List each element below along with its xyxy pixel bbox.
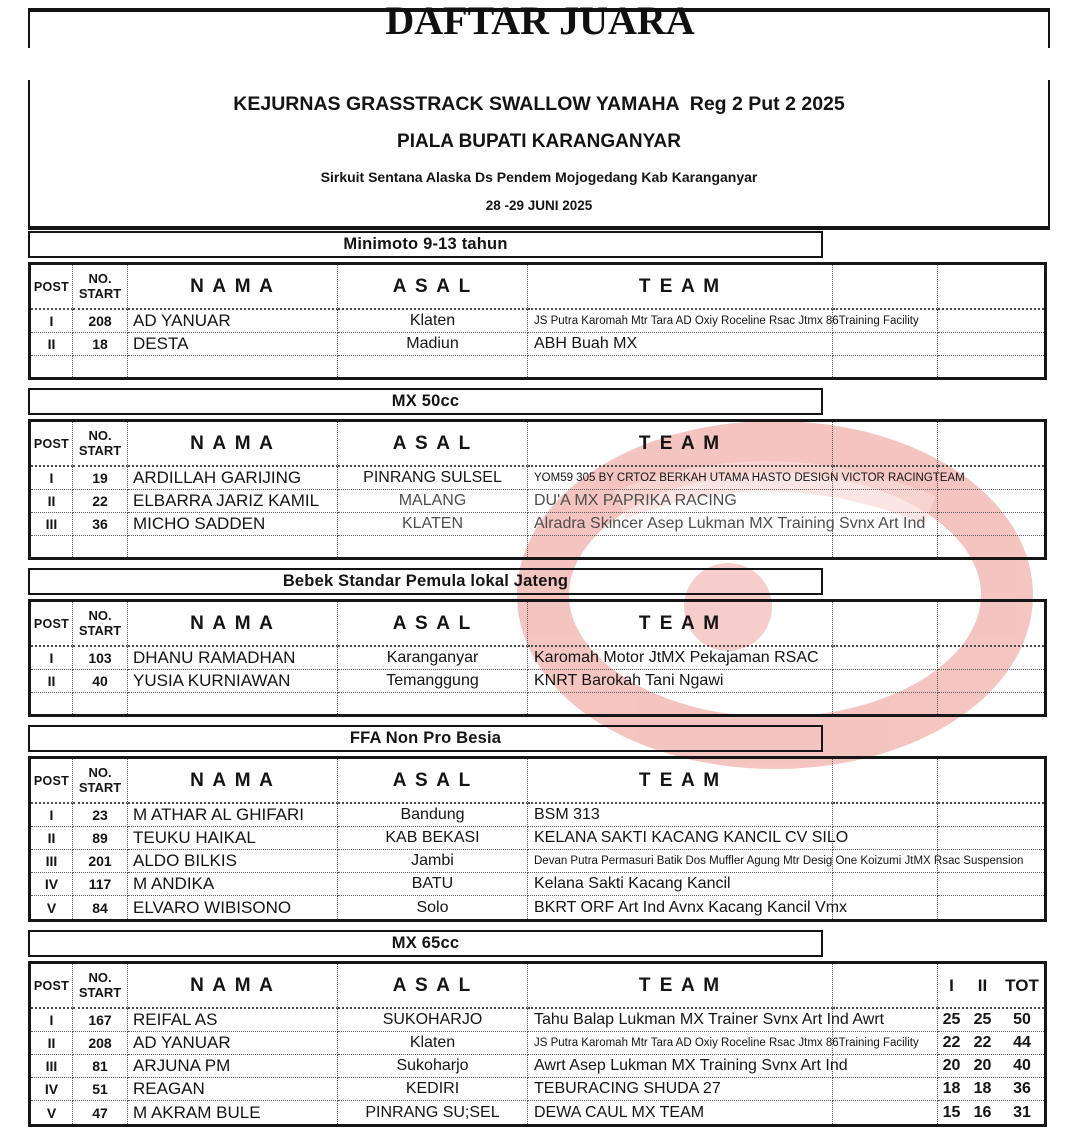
no-start-line1: NO. bbox=[88, 270, 112, 286]
col-header-team: T E A M bbox=[528, 265, 833, 310]
col-header-no-start bbox=[73, 964, 128, 1009]
cell-start-number: 103 bbox=[73, 647, 128, 670]
cell-scores bbox=[938, 693, 1044, 714]
no-start-line2: START bbox=[78, 622, 122, 638]
cell-scores bbox=[938, 536, 1044, 557]
cell-rider-name bbox=[128, 356, 338, 377]
cell-origin: Solo bbox=[338, 896, 528, 919]
cell-scores bbox=[938, 827, 1044, 850]
cell-rider-name bbox=[128, 693, 338, 714]
result-row bbox=[31, 670, 1044, 693]
cell-extra bbox=[833, 804, 938, 827]
col-header-extra bbox=[833, 964, 938, 1009]
cell-origin: Sukoharjo bbox=[338, 1055, 528, 1078]
section-title-label: MX 50cc bbox=[391, 392, 460, 410]
col-header-asal: A S A L bbox=[338, 964, 528, 1009]
col-header-pos: POST bbox=[31, 422, 73, 467]
score-total: 50 bbox=[1013, 1011, 1031, 1028]
no-start-line2: START bbox=[78, 285, 122, 301]
score-total: 31 bbox=[1013, 1103, 1031, 1121]
cell-rider-name: M ATHAR AL GHIFARI bbox=[128, 804, 338, 827]
cell-team bbox=[528, 850, 1024, 873]
score-header-moto1: I bbox=[949, 975, 954, 995]
result-row bbox=[31, 647, 1044, 670]
team-name-text: BSM 313 bbox=[534, 806, 600, 823]
cell-origin: KEDIRI bbox=[338, 1078, 528, 1101]
score-total: 40 bbox=[1013, 1057, 1031, 1074]
cell-extra bbox=[833, 1078, 938, 1101]
no-start-line1: NO. bbox=[88, 764, 112, 780]
cell-position: II bbox=[31, 670, 73, 693]
cell-start-number: 40 bbox=[73, 670, 128, 693]
cell-rider-name: REAGAN bbox=[128, 1078, 338, 1101]
cell-team bbox=[528, 1101, 833, 1124]
score-moto2: 25 bbox=[973, 1011, 992, 1028]
cell-position bbox=[31, 536, 73, 557]
cell-position: II bbox=[31, 1032, 73, 1055]
score-moto1: 25 bbox=[942, 1011, 961, 1028]
col-header-team: T E A M bbox=[528, 964, 833, 1009]
cell-origin bbox=[338, 693, 528, 714]
score-total: 36 bbox=[1013, 1080, 1031, 1097]
team-name-text: JS Putra Karomah Mtr Tara AD Oxiy Roceline Rsac Jtmx 86Training Facility bbox=[534, 1037, 919, 1049]
cell-scores bbox=[938, 1009, 1044, 1032]
cell-scores bbox=[938, 896, 1044, 919]
table-header-row bbox=[31, 964, 1044, 1009]
cell-extra bbox=[833, 896, 938, 919]
cell-team bbox=[528, 333, 833, 356]
team-name-text: ABH Buah MX bbox=[534, 335, 638, 352]
cell-team bbox=[528, 693, 833, 714]
sections bbox=[28, 231, 1052, 1135]
col-header-scores bbox=[938, 422, 1044, 467]
result-row bbox=[31, 1032, 1044, 1055]
cell-rider-name: ALDO BILKIS bbox=[128, 850, 338, 873]
result-row bbox=[31, 490, 1044, 513]
col-header-asal: A S A L bbox=[338, 265, 528, 310]
cell-scores bbox=[938, 1078, 1044, 1101]
results-table bbox=[28, 961, 1047, 1127]
cell-origin: KAB BEKASI bbox=[338, 827, 528, 850]
result-row bbox=[31, 850, 1044, 873]
section-title-label: Bebek Standar Pemula lokal Jateng bbox=[282, 572, 569, 590]
cell-scores bbox=[938, 490, 1044, 513]
cell-start-number: 51 bbox=[73, 1078, 128, 1101]
cell-position: V bbox=[31, 896, 73, 919]
cell-scores bbox=[938, 310, 1044, 333]
cell-origin: Karanganyar bbox=[338, 647, 528, 670]
cell-extra bbox=[833, 1055, 938, 1078]
score-moto2: 20 bbox=[973, 1057, 992, 1074]
cell-start-number: 18 bbox=[73, 333, 128, 356]
team-name-text: Karomah Motor JtMX Pekajaman RSAC bbox=[534, 649, 819, 666]
team-name-text: Alradra Skincer Asep Lukman MX Training Svnx Art Ind bbox=[534, 515, 926, 532]
result-row bbox=[31, 467, 1044, 490]
section-title-box bbox=[28, 930, 823, 957]
col-header-scores bbox=[938, 265, 1044, 310]
race-section bbox=[28, 568, 1052, 717]
cell-scores bbox=[938, 1101, 1044, 1124]
team-name-text: JS Putra Karomah Mtr Tara AD Oxiy Roceline Rsac Jtmx 86Training Facility bbox=[534, 315, 919, 327]
event-venue: Sirkuit Sentana Alaska Ds Pendem Mojogedang Kab Karanganyar bbox=[320, 169, 758, 185]
cell-origin: SUKOHARJO bbox=[338, 1009, 528, 1032]
col-header-team: T E A M bbox=[528, 602, 833, 647]
cell-team bbox=[528, 896, 848, 919]
cell-start-number: 22 bbox=[73, 490, 128, 513]
cell-origin: Jambi bbox=[338, 850, 528, 873]
section-title-box bbox=[28, 231, 823, 258]
result-row bbox=[31, 536, 1044, 557]
col-header-asal: A S A L bbox=[338, 602, 528, 647]
result-row bbox=[31, 804, 1044, 827]
cell-origin bbox=[338, 356, 528, 377]
cell-position: III bbox=[31, 1055, 73, 1078]
cell-position bbox=[31, 356, 73, 377]
cell-start-number bbox=[73, 693, 128, 714]
col-header-no-start bbox=[73, 265, 128, 310]
team-name-text: TEBURACING SHUDA 27 bbox=[534, 1080, 721, 1097]
cell-rider-name: ELVARO WIBISONO bbox=[128, 896, 338, 919]
cell-scores bbox=[938, 647, 1044, 670]
cell-rider-name: M AKRAM BULE bbox=[128, 1101, 338, 1124]
cell-rider-name: MICHO SADDEN bbox=[128, 513, 338, 536]
col-header-no-start bbox=[73, 602, 128, 647]
event-name: KEJURNAS GRASSTRACK SWALLOW YAMAHA Reg 2 Put 2 2025 bbox=[233, 93, 845, 115]
table-header-row bbox=[31, 422, 1044, 467]
col-header-extra bbox=[833, 265, 938, 310]
cell-origin: MALANG bbox=[338, 490, 528, 513]
cell-start-number: 167 bbox=[73, 1009, 128, 1032]
cell-position: I bbox=[31, 1009, 73, 1032]
cell-extra bbox=[833, 1101, 938, 1124]
cell-rider-name: ARDILLAH GARIJING bbox=[128, 467, 338, 490]
col-header-nama: N A M A bbox=[128, 602, 338, 647]
cell-team bbox=[528, 310, 919, 333]
cell-start-number: 47 bbox=[73, 1101, 128, 1124]
cell-rider-name bbox=[128, 536, 338, 557]
cell-rider-name: DESTA bbox=[128, 333, 338, 356]
result-row bbox=[31, 1055, 1044, 1078]
event-date: 28 -29 JUNI 2025 bbox=[485, 198, 593, 213]
cell-team bbox=[528, 490, 833, 513]
section-title-box bbox=[28, 388, 823, 415]
cell-extra bbox=[833, 490, 938, 513]
cell-position bbox=[31, 693, 73, 714]
cell-team bbox=[528, 1009, 885, 1032]
event-trophy: PIALA BUPATI KARANGANYAR bbox=[397, 131, 681, 152]
section-title-box bbox=[28, 568, 823, 595]
cell-team bbox=[528, 827, 849, 850]
race-section bbox=[28, 725, 1052, 922]
cell-origin: PINRANG SU;SEL bbox=[338, 1101, 528, 1124]
col-header-nama: N A M A bbox=[128, 964, 338, 1009]
cell-start-number: 117 bbox=[73, 873, 128, 896]
cell-scores bbox=[938, 804, 1044, 827]
cell-position: IV bbox=[31, 1078, 73, 1101]
result-row bbox=[31, 513, 1044, 536]
team-name-text: KELANA SAKTI KACANG KANCIL CV SILO bbox=[534, 829, 849, 846]
cell-team bbox=[528, 647, 833, 670]
cell-position: I bbox=[31, 310, 73, 333]
score-moto1: 22 bbox=[942, 1034, 961, 1051]
cell-position: III bbox=[31, 513, 73, 536]
event-header bbox=[28, 80, 1050, 230]
section-title-box bbox=[28, 725, 823, 752]
score-moto1: 18 bbox=[942, 1080, 961, 1097]
cell-extra bbox=[833, 827, 938, 850]
col-header-extra bbox=[833, 422, 938, 467]
cell-origin: Klaten bbox=[338, 310, 528, 333]
no-start-line2: START bbox=[78, 984, 122, 1000]
cell-scores bbox=[938, 1055, 1044, 1078]
score-header-total: TOT bbox=[1005, 975, 1039, 995]
result-row bbox=[31, 1078, 1044, 1101]
cell-origin: Klaten bbox=[338, 1032, 528, 1055]
cell-position: IV bbox=[31, 873, 73, 896]
score-moto1: 20 bbox=[942, 1057, 961, 1074]
cell-start-number: 89 bbox=[73, 827, 128, 850]
cell-start-number: 23 bbox=[73, 804, 128, 827]
race-section bbox=[28, 388, 1052, 560]
cell-team bbox=[528, 467, 965, 490]
result-row bbox=[31, 1009, 1044, 1032]
score-total: 44 bbox=[1013, 1034, 1031, 1051]
col-header-no-start bbox=[73, 759, 128, 804]
cell-position: I bbox=[31, 647, 73, 670]
cell-extra bbox=[833, 670, 938, 693]
team-name-text: Kelana Sakti Kacang Kancil bbox=[534, 875, 731, 892]
col-header-asal: A S A L bbox=[338, 422, 528, 467]
result-row bbox=[31, 356, 1044, 377]
cell-extra bbox=[833, 356, 938, 377]
table-header-row bbox=[31, 265, 1044, 310]
cell-extra bbox=[833, 693, 938, 714]
col-header-team: T E A M bbox=[528, 759, 833, 804]
cell-team bbox=[528, 1032, 919, 1055]
team-name-text: Devan Putra Permasuri Batik Dos Muffler Agung Mtr Desig One Koizumi JtMX Rsac Suspension bbox=[534, 855, 1024, 867]
cell-extra bbox=[833, 873, 938, 896]
col-header-pos: POST bbox=[31, 759, 73, 804]
cell-origin: Temanggung bbox=[338, 670, 528, 693]
cell-position: II bbox=[31, 490, 73, 513]
cell-start-number: 19 bbox=[73, 467, 128, 490]
col-header-scores bbox=[938, 602, 1044, 647]
cell-position: II bbox=[31, 827, 73, 850]
cell-scores bbox=[938, 670, 1044, 693]
cell-team bbox=[528, 804, 833, 827]
cell-rider-name: REIFAL AS bbox=[128, 1009, 338, 1032]
cell-rider-name: AD YANUAR bbox=[128, 1032, 338, 1055]
score-moto1: 15 bbox=[942, 1103, 961, 1121]
cell-team bbox=[528, 1078, 833, 1101]
score-moto2: 16 bbox=[973, 1103, 992, 1121]
cell-scores bbox=[938, 1032, 1044, 1055]
col-header-nama: N A M A bbox=[128, 265, 338, 310]
result-row bbox=[31, 827, 1044, 850]
cell-position: I bbox=[31, 467, 73, 490]
cell-rider-name: DHANU RAMADHAN bbox=[128, 647, 338, 670]
team-name-text: BKRT ORF Art Ind Avnx Kacang Kancil Vmx bbox=[534, 898, 848, 916]
cell-extra bbox=[833, 536, 938, 557]
cell-scores bbox=[938, 513, 1044, 536]
result-row bbox=[31, 873, 1044, 896]
no-start-line2: START bbox=[78, 779, 122, 795]
col-header-team: T E A M bbox=[528, 422, 833, 467]
cell-origin: Bandung bbox=[338, 804, 528, 827]
results-table bbox=[28, 262, 1047, 380]
col-header-pos: POST bbox=[31, 602, 73, 647]
cell-extra bbox=[833, 333, 938, 356]
col-header-nama: N A M A bbox=[128, 422, 338, 467]
cell-origin: Madiun bbox=[338, 333, 528, 356]
cell-start-number: 36 bbox=[73, 513, 128, 536]
result-row bbox=[31, 310, 1044, 333]
score-header-moto2: II bbox=[977, 975, 988, 995]
cell-start-number bbox=[73, 536, 128, 557]
cell-team bbox=[528, 873, 833, 896]
page-title: DAFTAR JUARA bbox=[385, 0, 695, 43]
results-table bbox=[28, 756, 1047, 922]
col-header-pos: POST bbox=[31, 964, 73, 1009]
cell-start-number: 81 bbox=[73, 1055, 128, 1078]
team-name-text: YOM59 305 BY CRTOZ BERKAH UTAMA HASTO DESIGN VICTOR RACINGTEAM bbox=[534, 472, 965, 484]
score-moto2: 18 bbox=[973, 1080, 992, 1097]
cell-team bbox=[528, 1055, 848, 1078]
no-start-line1: NO. bbox=[88, 427, 112, 443]
race-section bbox=[28, 231, 1052, 380]
table-header-row bbox=[31, 602, 1044, 647]
cell-team bbox=[528, 513, 926, 536]
cell-start-number: 208 bbox=[73, 310, 128, 333]
result-row bbox=[31, 896, 1044, 919]
cell-position: V bbox=[31, 1101, 73, 1124]
cell-team bbox=[528, 670, 833, 693]
cell-position: I bbox=[31, 804, 73, 827]
cell-origin bbox=[338, 536, 528, 557]
cell-scores bbox=[938, 873, 1044, 896]
team-name-text: DEWA CAUL MX TEAM bbox=[534, 1103, 705, 1121]
col-header-nama: N A M A bbox=[128, 759, 338, 804]
cell-scores bbox=[938, 356, 1044, 377]
cell-rider-name: TEUKU HAIKAL bbox=[128, 827, 338, 850]
result-row bbox=[31, 693, 1044, 714]
cell-start-number: 201 bbox=[73, 850, 128, 873]
no-start-line1: NO. bbox=[88, 969, 112, 985]
score-moto2: 22 bbox=[973, 1034, 992, 1051]
cell-start-number: 84 bbox=[73, 896, 128, 919]
cell-origin: BATU bbox=[338, 873, 528, 896]
section-title-label: MX 65cc bbox=[391, 934, 460, 952]
cell-team bbox=[528, 536, 833, 557]
team-name-text: Awrt Asep Lukman MX Training Svnx Art Ind bbox=[534, 1057, 848, 1074]
cell-start-number bbox=[73, 356, 128, 377]
team-name-text: DU'A MX PAPRIKA RACING bbox=[534, 492, 737, 509]
cell-rider-name: ARJUNA PM bbox=[128, 1055, 338, 1078]
cell-rider-name: AD YANUAR bbox=[128, 310, 338, 333]
team-name-text: Tahu Balap Lukman MX Trainer Svnx Art Ind Awrt bbox=[534, 1011, 885, 1028]
results-table bbox=[28, 599, 1047, 717]
table-header-row bbox=[31, 759, 1044, 804]
race-section bbox=[28, 930, 1052, 1127]
cell-rider-name: M ANDIKA bbox=[128, 873, 338, 896]
section-title-label: Minimoto 9-13 tahun bbox=[343, 235, 508, 253]
col-header-scores bbox=[938, 964, 1044, 1009]
cell-scores bbox=[938, 333, 1044, 356]
cell-position: III bbox=[31, 850, 73, 873]
result-row bbox=[31, 1101, 1044, 1124]
col-header-scores bbox=[938, 759, 1044, 804]
cell-origin: KLATEN bbox=[338, 513, 528, 536]
col-header-extra bbox=[833, 759, 938, 804]
cell-origin: PINRANG SULSEL bbox=[338, 467, 528, 490]
cell-start-number: 208 bbox=[73, 1032, 128, 1055]
cell-rider-name: ELBARRA JARIZ KAMIL bbox=[128, 490, 338, 513]
results-table bbox=[28, 419, 1047, 560]
col-header-pos: POST bbox=[31, 265, 73, 310]
col-header-extra bbox=[833, 602, 938, 647]
col-header-asal: A S A L bbox=[338, 759, 528, 804]
col-header-no-start bbox=[73, 422, 128, 467]
team-name-text: KNRT Barokah Tani Ngawi bbox=[534, 672, 724, 689]
result-row bbox=[31, 333, 1044, 356]
cell-extra bbox=[833, 647, 938, 670]
cell-position: II bbox=[31, 333, 73, 356]
cell-rider-name: YUSIA KURNIAWAN bbox=[128, 670, 338, 693]
no-start-line2: START bbox=[78, 442, 122, 458]
no-start-line1: NO. bbox=[88, 607, 112, 623]
section-title-label: FFA Non Pro Besia bbox=[349, 729, 502, 747]
cell-team bbox=[528, 356, 833, 377]
